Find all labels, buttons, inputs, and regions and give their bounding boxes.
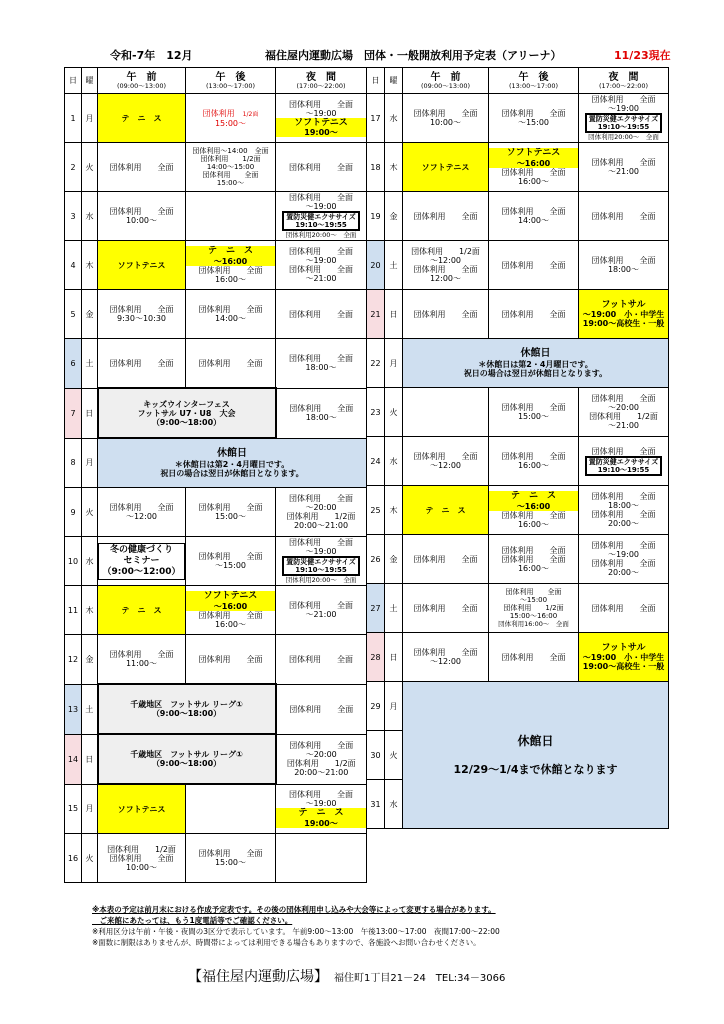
futsal-cell: フットサル ～19:00 小・中学生 19:00～高校生・一般 — [579, 290, 669, 339]
pm-cell: ソフトテニス ～16:00 団体利用 全面 16:00～ — [489, 143, 579, 192]
day-number: 17 — [367, 94, 385, 143]
day-number: 10 — [65, 537, 82, 586]
day-weekday: 金 — [385, 535, 403, 584]
day-weekday: 土 — [385, 584, 403, 633]
pm-cell: 団体利用 全面 — [489, 241, 579, 290]
day-number: 13 — [65, 684, 82, 734]
ev-cell: 団体利用 全面 ～19:00 置防災健エクササイズ 19:10～19:55 団体利用20:00～ 全面 — [579, 94, 669, 143]
day-weekday: 月 — [82, 94, 98, 143]
event-futsal-league: 千歳地区 フットサル リーグ① （9:00～18:00） — [98, 734, 276, 784]
pm-cell: テ ニ ス ～16:00 団体利用 全面 16:00～ — [489, 486, 579, 535]
note-line: ご来館にあたっては、もう1度電話等でご確認ください。 — [92, 916, 293, 925]
day-number: 5 — [65, 290, 82, 339]
ev-cell: 団体利用 全面 18:00～ — [276, 388, 367, 438]
day-weekday: 火 — [82, 143, 98, 192]
day-weekday: 土 — [82, 339, 98, 389]
am-cell: 団体利用 全面 11:00～ — [98, 635, 186, 685]
day-row-8 — [65, 438, 367, 488]
day-weekday: 火 — [82, 488, 98, 537]
ev-cell: 団体利用 全面 ～19:00 テ ニ ス 19:00～ — [276, 784, 367, 834]
day-weekday: 水 — [385, 780, 403, 829]
pm-cell: 団体利用 全面 15:00～ — [186, 488, 276, 537]
pm-cell: 団体利用 全面 16:00～ — [489, 437, 579, 486]
day-number: 21 — [367, 290, 385, 339]
col-dow: 曜 — [82, 68, 98, 94]
day-row-24 — [367, 437, 669, 486]
day-row-12 — [65, 635, 367, 685]
day-weekday: 月 — [82, 438, 98, 488]
day-row-19 — [367, 192, 669, 241]
col-pm: 午 後 (13:00～17:00) — [489, 68, 579, 94]
am-cell — [403, 388, 489, 437]
facility-name: 【福住屋内運動広場】 — [188, 969, 328, 985]
day-weekday: 月 — [82, 784, 98, 834]
pm-cell: 団体利用 全面 15:00～ — [186, 834, 276, 883]
day-weekday: 土 — [385, 241, 403, 290]
pm-cell: ソフトテニス ～16:00 団体利用 全面 16:00～ — [186, 586, 276, 635]
pm-cell: 団体利用 全面 団体利用 全面 16:00～ — [489, 535, 579, 584]
am-cell: 団体利用 全面 ～12:00 — [98, 488, 186, 537]
day-number: 23 — [367, 388, 385, 437]
day-weekday: 木 — [385, 486, 403, 535]
futsal-cell: フットサル ～19:00 小・中学生 19:00～高校生・一般 — [579, 633, 669, 682]
day-weekday: 日 — [82, 388, 98, 438]
am-cell: 団体利用 全面 10:00～ — [403, 94, 489, 143]
day-weekday: 日 — [385, 290, 403, 339]
day-number: 15 — [65, 784, 82, 834]
day-number: 28 — [367, 633, 385, 682]
ev-cell: 団体利用 全面 18:00～ 団体利用 全面 20:00～ — [579, 486, 669, 535]
am-cell: ソフトテニス — [98, 784, 186, 834]
ev-cell: 団体利用 全面 ～19:00 団体利用 全面 ～21:00 — [276, 241, 367, 290]
am-cell: 団体利用 全面 — [403, 584, 489, 633]
ev-cell — [276, 834, 367, 883]
pm-cell: 団体利用 1/2面 15:00～ — [186, 94, 276, 143]
day-weekday: 水 — [82, 192, 98, 241]
pm-cell: 団体利用 全面 — [186, 635, 276, 685]
day-weekday: 水 — [82, 537, 98, 586]
day-row-23 — [367, 388, 669, 437]
year-end-closure: 休館日 12/29～1/4まで休館となります — [403, 682, 669, 829]
facility-address: 福住町1丁目21－24 TEL:34－3066 — [334, 973, 506, 984]
day-row-26 — [367, 535, 669, 584]
am-cell: 団体利用 全面 — [403, 535, 489, 584]
day-row-10 — [65, 537, 367, 586]
event-kids-futsal: キッズウインターフェス フットサル U7・U8 大会 （9:00～18:00） — [98, 388, 276, 438]
ev-cell: 団体利用 全面 ～21:00 — [579, 143, 669, 192]
am-cell: 団体利用 全面 9:30～10:30 — [98, 290, 186, 339]
pm-cell: 団体利用 全面 — [186, 339, 276, 389]
pm-cell: テ ニ ス ～16:00 団体利用 全面 16:00～ — [186, 241, 276, 290]
ev-cell: 団体利用 全面 — [579, 584, 669, 633]
day-row-4 — [65, 241, 367, 290]
ev-cell: 団体利用 全面 ～20:00 団体利用 1/2面 20:00～21:00 — [276, 488, 367, 537]
day-number: 29 — [367, 682, 385, 731]
day-weekday: 木 — [385, 143, 403, 192]
am-cell: 団体利用 1/2面 団体利用 全面 10:00～ — [98, 834, 186, 883]
event-winter-seminar: 冬の健康づくり セミナー （9:00～12:00） — [98, 537, 186, 586]
ev-cell: 団体利用 全面 18:00～ — [579, 241, 669, 290]
am-cell: テ ニ ス — [403, 486, 489, 535]
pm-cell: 団体利用～14:00 全面 団体利用 1/2面 14:00～15:00 団体利用 全面 15:00～ — [186, 143, 276, 192]
day-row-22 — [367, 339, 669, 388]
am-cell: 団体利用 全面 ～12:00 — [403, 437, 489, 486]
day-number: 11 — [65, 586, 82, 635]
footer — [188, 966, 505, 986]
page-title: 福住屋内運動広場 団体・一般開放利用予定表（アリーナ） — [265, 49, 562, 62]
day-row-16 — [65, 834, 367, 883]
day-row-13 — [65, 684, 367, 734]
am-cell: 団体利用 全面 10:00～ — [98, 192, 186, 241]
day-row-21 — [367, 290, 669, 339]
ev-cell: 団体利用 全面 ～19:00 団体利用 全面 20:00～ — [579, 535, 669, 584]
am-cell: 団体利用 全面 ～12:00 — [403, 633, 489, 682]
am-cell: 団体利用 全面 — [98, 339, 186, 389]
day-number: 26 — [367, 535, 385, 584]
day-number: 2 — [65, 143, 82, 192]
ev-cell: 団体利用 全面 — [276, 635, 367, 685]
day-number: 9 — [65, 488, 82, 537]
note-line: ※本表の予定は前月末における作成予定表です。その後の団体利用申し込みや大会等によって変更する場合があります。 — [92, 905, 496, 914]
pm-cell: 団体利用 全面 ～15:00 — [489, 94, 579, 143]
am-cell: ソフトテニス — [403, 143, 489, 192]
col-ev: 夜 間 (17:00～22:00) — [579, 68, 669, 94]
col-ev: 夜 間 (17:00～22:00) — [276, 68, 367, 94]
ev-cell: 団体利用 全面 ～20:00 団体利用 1/2面 ～21:00 — [579, 388, 669, 437]
am-cell: ソフトテニス — [98, 241, 186, 290]
note-line: ※利用区分は午前・午後・夜間の3区分で表示しています。 午前9:00～13:00 午後13:00～17:00 夜間17:00～22:00 — [92, 927, 500, 936]
col-dow: 曜 — [385, 68, 403, 94]
day-weekday: 火 — [385, 731, 403, 780]
day-row-11 — [65, 586, 367, 635]
day-number: 25 — [367, 486, 385, 535]
day-weekday: 日 — [82, 734, 98, 784]
ev-cell: 団体利用 全面 — [276, 143, 367, 192]
day-number: 14 — [65, 734, 82, 784]
ev-cell: 団体利用 全面 18:00～ — [276, 339, 367, 389]
ev-cell: 団体利用 全面 ～21:00 — [276, 586, 367, 635]
column-header-row — [367, 68, 669, 94]
day-weekday: 月 — [385, 339, 403, 388]
pm-cell — [186, 784, 276, 834]
day-row-15 — [65, 784, 367, 834]
era-label: 令和-7年 12月 — [110, 49, 193, 62]
pm-cell: 団体利用 全面 14:00～ — [489, 192, 579, 241]
ev-cell: 団体利用 全面 ～19:00 ソフトテニス 19:00～ — [276, 94, 367, 143]
day-row-2 — [65, 143, 367, 192]
am-cell: テ ニ ス — [98, 586, 186, 635]
day-row-5 — [65, 290, 367, 339]
current-date: 11/23現在 — [614, 49, 671, 62]
event-futsal-league: 千歳地区 フットサル リーグ① （9:00～18:00） — [98, 684, 276, 734]
col-day: 日 — [65, 68, 82, 94]
col-am: 午 前 (09:00～13:00) — [403, 68, 489, 94]
col-am: 午 前 (09:00～13:00) — [98, 68, 186, 94]
day-number: 3 — [65, 192, 82, 241]
day-number: 22 — [367, 339, 385, 388]
day-row-3 — [65, 192, 367, 241]
day-number: 16 — [65, 834, 82, 883]
am-cell: テ ニ ス — [98, 94, 186, 143]
notes — [92, 904, 500, 948]
ev-cell: 団体利用 全面 置防災健エクササイズ 19:10～19:55 — [579, 437, 669, 486]
pm-cell — [186, 192, 276, 241]
day-row-25 — [367, 486, 669, 535]
day-row-9 — [65, 488, 367, 537]
day-number: 19 — [367, 192, 385, 241]
ev-cell: 団体利用 全面 ～20:00 団体利用 1/2面 20:00～21:00 — [276, 734, 367, 784]
day-number: 8 — [65, 438, 82, 488]
day-number: 31 — [367, 780, 385, 829]
ev-cell: 団体利用 全面 ～19:00 置防災健エクササイズ 19:10～19:55 団体利用20:00～ 全面 — [276, 537, 367, 586]
day-row-27 — [367, 584, 669, 633]
day-row-28 — [367, 633, 669, 682]
ev-cell: 団体利用 全面 ～19:00 置防災健エクササイズ 19:10～19:55 団体利用20:00～ 全面 — [276, 192, 367, 241]
day-row-7 — [65, 388, 367, 438]
am-cell: 団体利用 全面 — [403, 290, 489, 339]
day-number: 18 — [367, 143, 385, 192]
am-cell: 団体利用 全面 — [403, 192, 489, 241]
ev-cell: 団体利用 全面 — [276, 290, 367, 339]
ev-cell: 団体利用 全面 — [579, 192, 669, 241]
day-row-6 — [65, 339, 367, 389]
day-row-18 — [367, 143, 669, 192]
day-row-1 — [65, 94, 367, 143]
pm-cell: 団体利用 全面 15:00～ — [489, 388, 579, 437]
am-cell: 団体利用 1/2面 ～12:00 団体利用 全面 12:00～ — [403, 241, 489, 290]
day-number: 1 — [65, 94, 82, 143]
day-weekday: 金 — [82, 290, 98, 339]
day-weekday: 木 — [82, 241, 98, 290]
closed-day-notice: 休館日 ＊休館日は第2・4月曜日です。 祝日の場合は翌日が休館日となります。 — [98, 438, 367, 488]
schedule-left — [64, 67, 367, 883]
day-weekday: 日 — [385, 633, 403, 682]
am-cell: 団体利用 全面 — [98, 143, 186, 192]
day-weekday: 火 — [385, 388, 403, 437]
day-number: 24 — [367, 437, 385, 486]
day-row-29 — [367, 682, 669, 731]
pm-cell: 団体利用 全面 — [489, 633, 579, 682]
pm-cell: 団体利用 全面 — [489, 290, 579, 339]
day-weekday: 水 — [385, 437, 403, 486]
schedule-right — [366, 67, 669, 829]
day-row-17 — [367, 94, 669, 143]
day-number: 27 — [367, 584, 385, 633]
day-number: 12 — [65, 635, 82, 685]
day-weekday: 木 — [82, 586, 98, 635]
day-number: 30 — [367, 731, 385, 780]
day-weekday: 月 — [385, 682, 403, 731]
closed-day-notice: 休館日 ＊休館日は第2・4月曜日です。 祝日の場合は翌日が休館日となります。 — [403, 339, 669, 388]
day-weekday: 金 — [82, 635, 98, 685]
day-number: 7 — [65, 388, 82, 438]
note-line: ※面数に制限はありませんが、時間帯によっては利用できる場合もありますので、各施設へお問い合わせください。 — [92, 938, 481, 947]
day-number: 20 — [367, 241, 385, 290]
col-day: 日 — [367, 68, 385, 94]
ev-cell: 団体利用 全面 — [276, 684, 367, 734]
pm-cell: 団体利用 全面 ～15:00 団体利用 1/2面 15:00～16:00 団体利用16:00～ 全面 — [489, 584, 579, 633]
pm-cell: 団体利用 全面 ～15:00 — [186, 537, 276, 586]
column-header-row — [65, 68, 367, 94]
pm-cell: 団体利用 全面 14:00～ — [186, 290, 276, 339]
day-number: 4 — [65, 241, 82, 290]
day-row-14 — [65, 734, 367, 784]
day-row-20 — [367, 241, 669, 290]
day-weekday: 金 — [385, 192, 403, 241]
col-pm: 午 後 (13:00～17:00) — [186, 68, 276, 94]
day-weekday: 火 — [82, 834, 98, 883]
day-weekday: 土 — [82, 684, 98, 734]
day-number: 6 — [65, 339, 82, 389]
day-weekday: 水 — [385, 94, 403, 143]
